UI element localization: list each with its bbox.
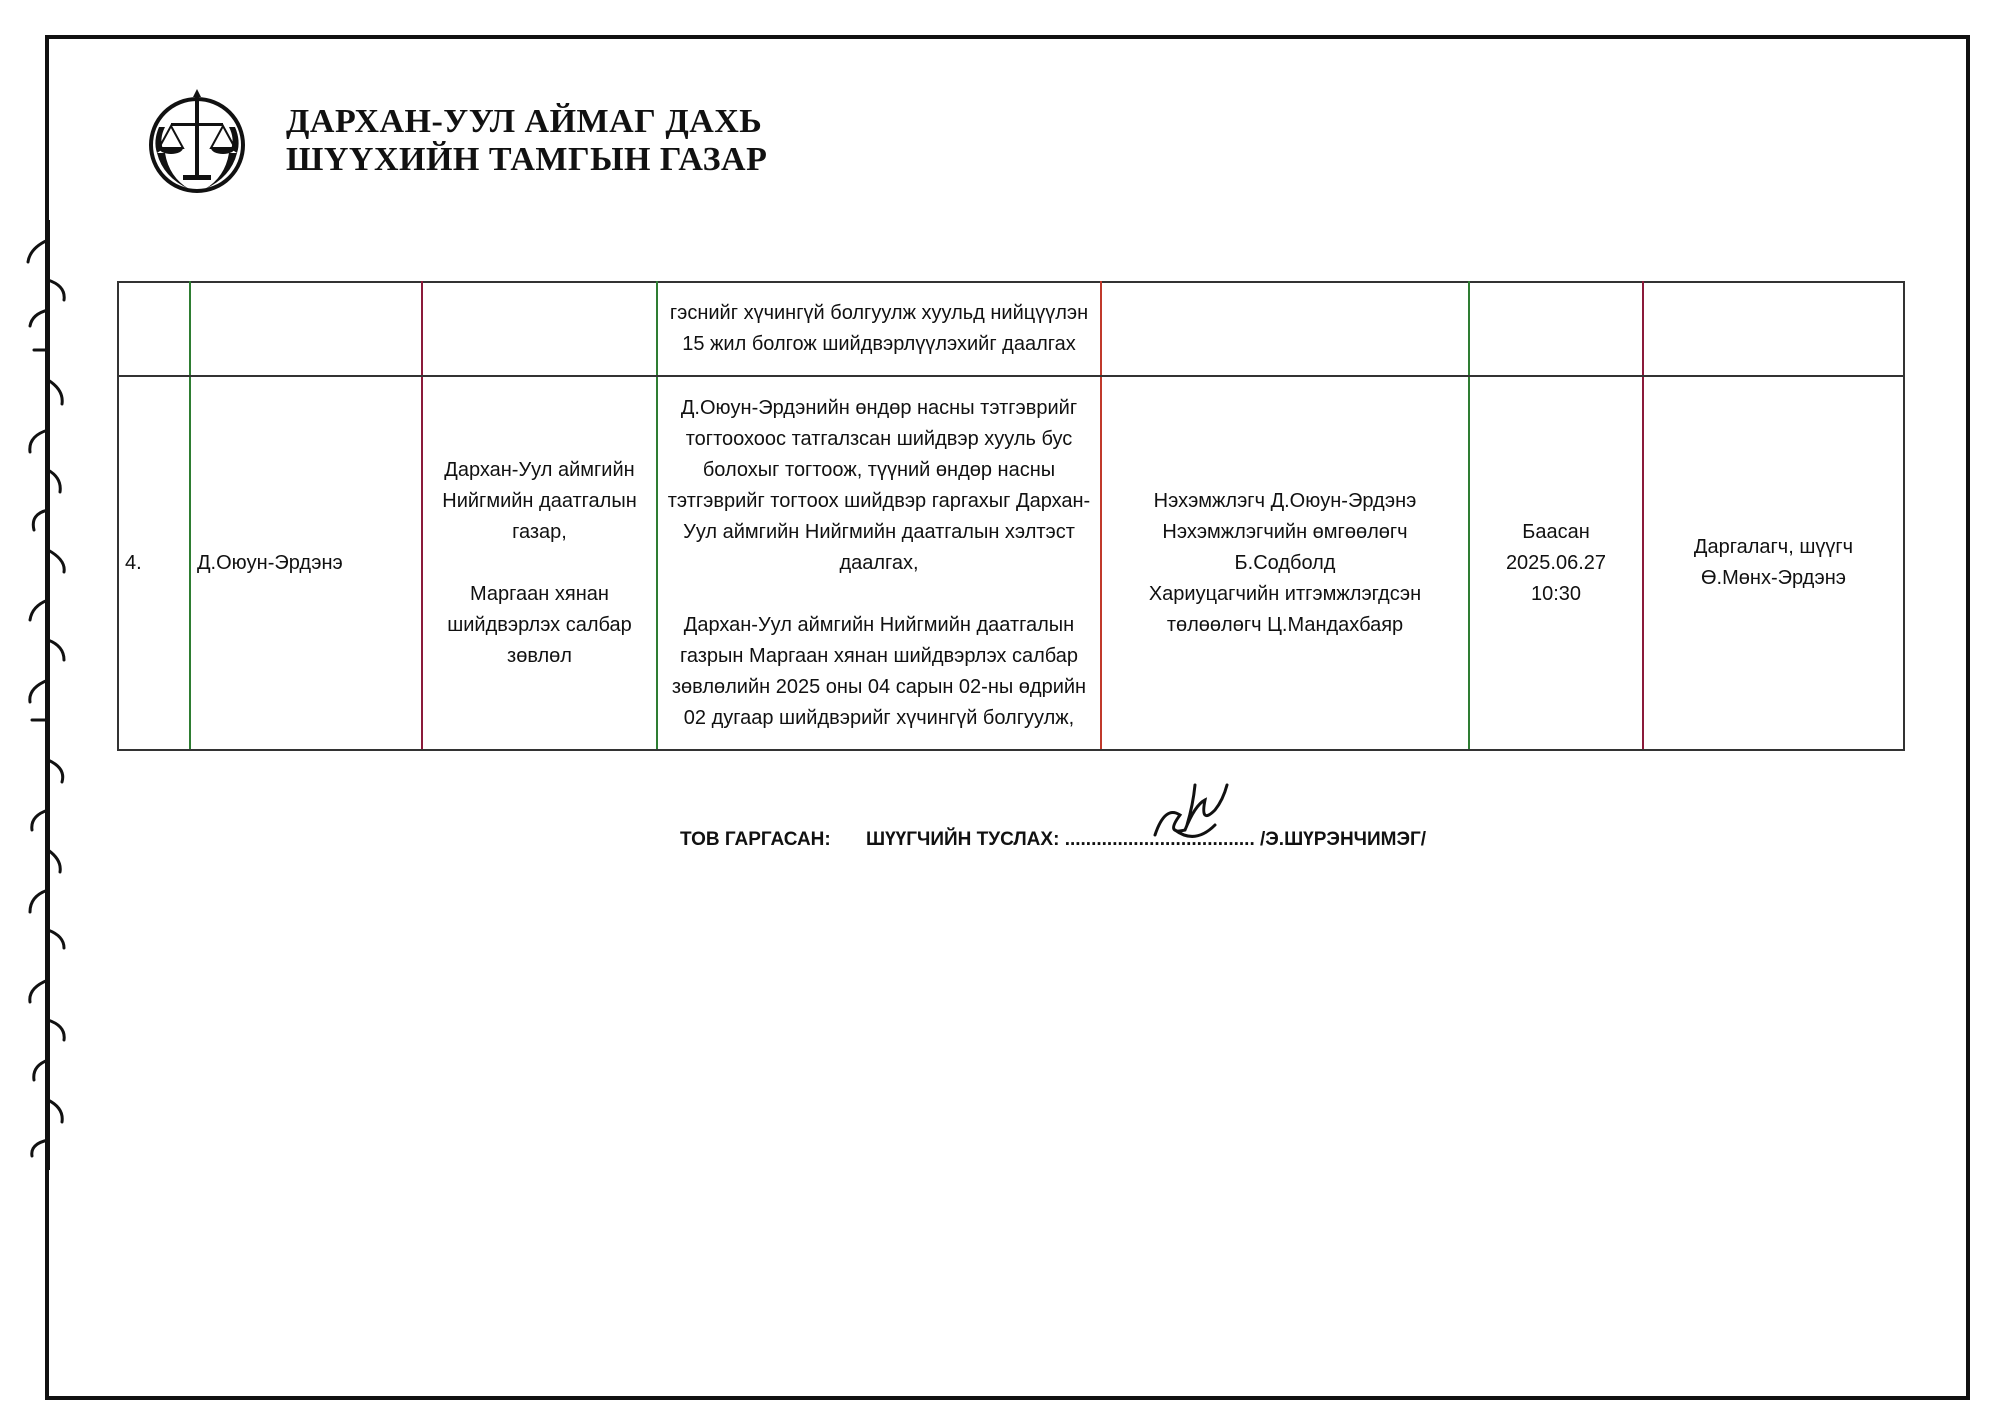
mongolian-script-strip <box>0 220 90 1170</box>
signature-line <box>680 829 1426 851</box>
claim-part2: Дархан-Уул аймгийн Нийгмийн даатгалын газрын Маргаан хянан шийдвэрлэх салбар зөвлөлийн 2025 оны 04 сарын 02-ны өдрийн 02 дугаар шийдвэрийг хүчингүй болгуулж, <box>671 613 1087 729</box>
participants-cell <box>1101 376 1469 750</box>
participant-5: төлөөлөгч Ц.Мандахбаяр <box>1166 613 1404 636</box>
mongolian-script-glyphs-icon <box>0 220 90 1170</box>
defendant-part2: Маргаан хянан шийдвэрлэх салбар зөвлөл <box>447 582 632 667</box>
defendant-cell <box>422 376 657 750</box>
table-cell-claim <box>657 282 1101 376</box>
plaintiff-name: Д.Оюун-Эрдэнэ <box>190 376 422 750</box>
claim-continuation-text: гэснийг хүчингүй болгуулж хуульд нийцүүлэн 15 жил болгож шийдвэрлүүлэхийг даалгах <box>669 302 1089 355</box>
claim-cell <box>657 376 1101 750</box>
assistant-name: /Э.ШҮРЭНЧИМЭГ/ <box>1260 829 1427 850</box>
defendant-part1: Дархан-Уул аймгийн Нийгмийн даатгалын газар, <box>442 458 637 543</box>
datetime-cell <box>1469 376 1643 750</box>
table-row <box>118 376 1904 750</box>
signature-dots: .................................... <box>1064 829 1255 850</box>
judge-name: Ө.Мөнх-Эрдэнэ <box>1701 567 1846 589</box>
row-number: 4. <box>118 376 190 750</box>
table-cell-participants <box>1101 282 1469 376</box>
court-scales-emblem-icon <box>137 83 257 203</box>
judge-title: Даргалагч, шүүгч <box>1693 536 1854 558</box>
organization-name <box>286 103 767 179</box>
organization-name-line1: ДАРХАН-УУЛ АЙМАГ ДАХЬ <box>286 103 763 140</box>
table-cell-judge <box>1643 282 1904 376</box>
judge-cell <box>1643 376 1904 750</box>
mongolian-script-spine <box>46 220 50 1170</box>
handwritten-signature-icon <box>1145 780 1235 860</box>
hearing-date: 2025.06.27 <box>1505 551 1607 574</box>
hearing-time: 10:30 <box>1530 582 1582 605</box>
assistant-label: ШҮҮГЧИЙН ТУСЛАХ: <box>866 829 1060 850</box>
claim-part1: Д.Оюун-Эрдэнийн өндөр насны тэтгэврийг тогтоохоос татгалзсан шийдвэр хууль бус болохыг тогтоож, түүний өндөр насны тэтгэврийг тогтоох шийдвэр гаргахыг Дархан-Уул аймгийн Нийгмийн даатгалын хэлтэст даалгах, <box>667 396 1091 574</box>
participant-3: Б.Содболд <box>1234 551 1336 574</box>
participant-1: Нэхэмжлэгч Д.Оюун-Эрдэнэ <box>1153 489 1417 512</box>
table-row-continuation <box>118 282 1904 376</box>
participant-4: Хариуцагчийн итгэмжлэгдсэн <box>1148 582 1422 605</box>
prepared-label: ТОВ ГАРГАСАН: <box>680 829 831 850</box>
participant-2: Нэхэмжлэгчийн өмгөөлөгч <box>1162 520 1408 543</box>
table-cell-defendant <box>422 282 657 376</box>
hearing-day: Баасан <box>1522 520 1590 543</box>
table-cell-plaintiff <box>190 282 422 376</box>
table-cell-datetime <box>1469 282 1643 376</box>
organization-name-line2: ШҮҮХИЙН ТАМГЫН ГАЗАР <box>286 141 768 178</box>
table-cell-number <box>118 282 190 376</box>
hearing-schedule-table <box>117 281 1905 751</box>
